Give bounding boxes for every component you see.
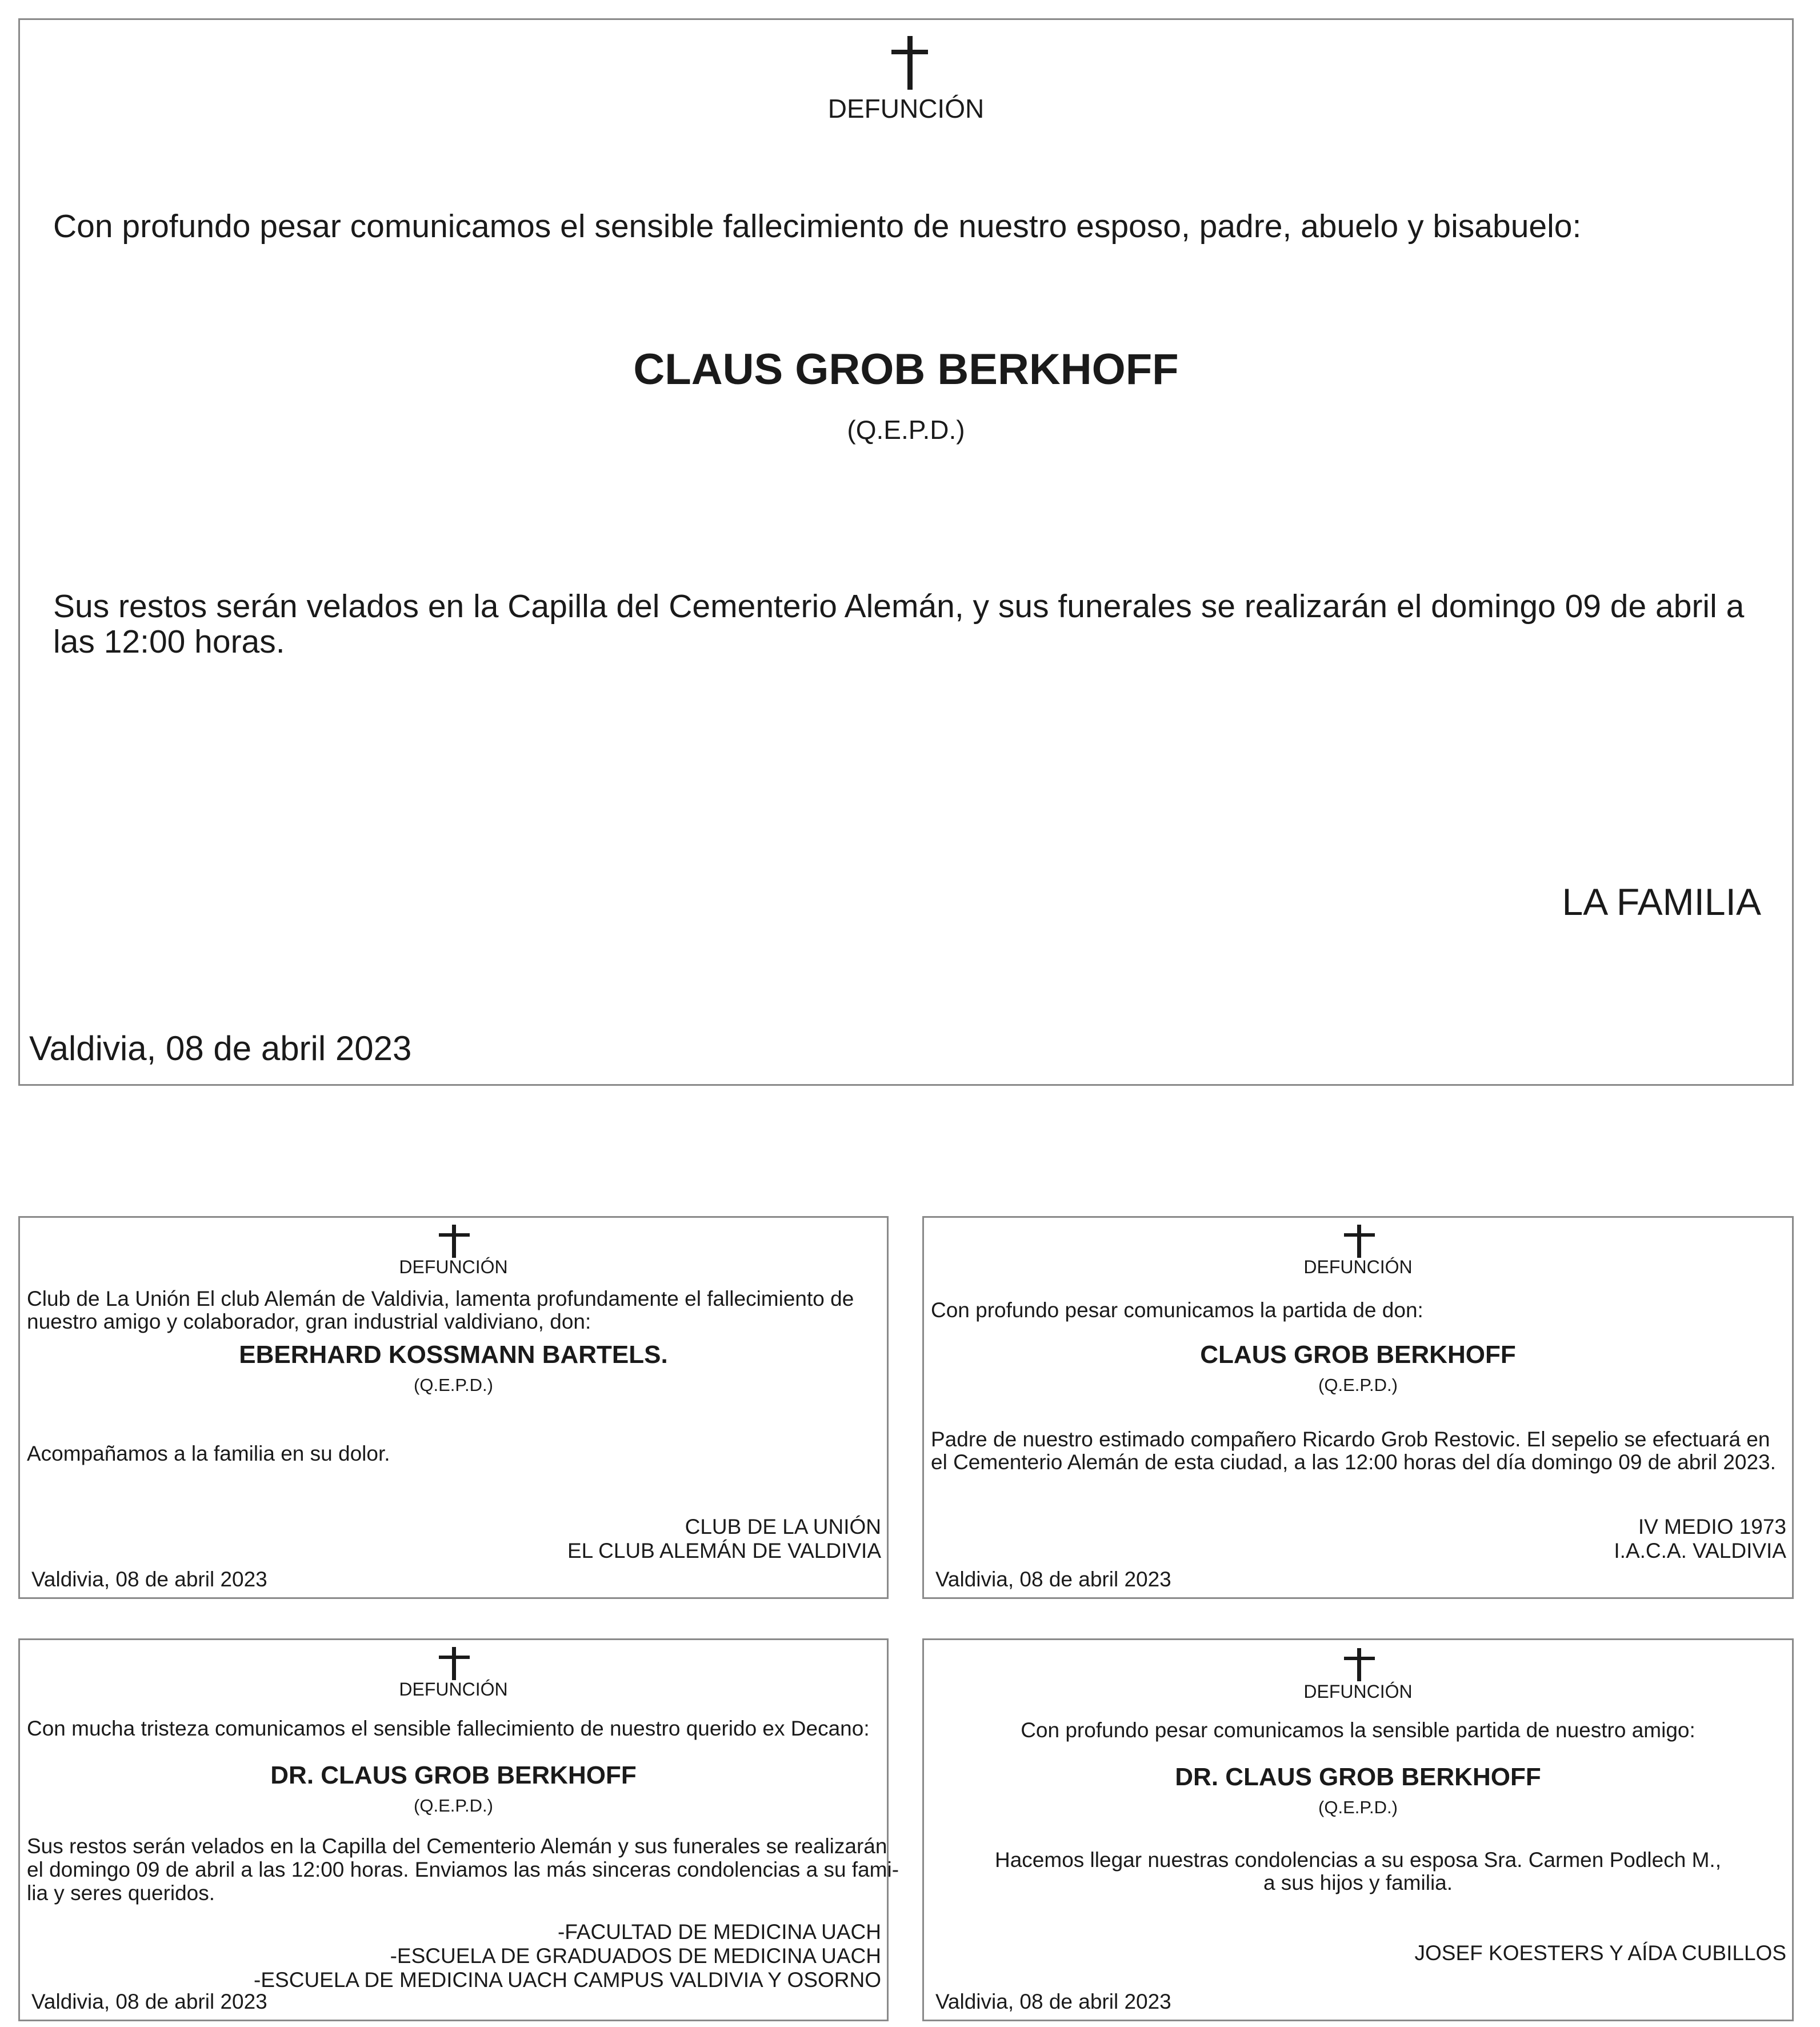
intro-line: Con profundo pesar comunicamos la partida de don: [931, 1298, 1423, 1322]
deceased-name: DR. CLAUS GROB BERKHOFF [270, 1761, 637, 1789]
notice-date: Valdivia, 08 de abril 2023 [31, 1990, 267, 2013]
qepd-label: (Q.E.P.D.) [414, 1375, 493, 1395]
notice-intro [27, 1717, 870, 1740]
notice-heading: DEFUNCIÓN [399, 1679, 508, 1700]
notice-heading: DEFUNCIÓN [399, 1257, 508, 1277]
cross-icon [891, 36, 928, 90]
notice-heading: DEFUNCIÓN [827, 94, 985, 123]
body-line: Sus restos serán velados en la Capilla del Cementerio Alemán y sus funerales se realizarán [27, 1834, 887, 1858]
deceased-name: CLAUS GROB BERKHOFF [1200, 1341, 1516, 1369]
body-line: lia y seres queridos. [27, 1881, 215, 1905]
intro-line: Club de La Unión El club Alemán de Valdivia, lamenta profundamente el fallecimiento de [27, 1287, 854, 1310]
cross-icon [439, 1647, 470, 1680]
signature-line: CLUB DE LA UNIÓN [685, 1515, 881, 1538]
qepd-label: (Q.E.P.D.) [847, 415, 965, 445]
body-line: el domingo 09 de abril a las 12:00 horas. Enviamos las más sinceras condolencias a su fami- [27, 1858, 899, 1881]
notice-body [27, 1442, 390, 1465]
qepd-label: (Q.E.P.D.) [414, 1796, 493, 1816]
notice-heading: DEFUNCIÓN [1303, 1681, 1413, 1702]
death-notice-friends [922, 1638, 1794, 2021]
notice-intro: Con profundo pesar comunicamos el sensible fallecimiento de nuestro esposo, padre, abuelo y bisabuelo: [53, 208, 1582, 245]
death-notice-classmates [922, 1216, 1794, 1599]
notice-intro [924, 1719, 1792, 1742]
notice-date: Valdivia, 08 de abril 2023 [935, 1990, 1171, 2013]
signature-line: EL CLUB ALEMÁN DE VALDIVIA [567, 1539, 881, 1562]
cross-icon [439, 1225, 470, 1258]
notice-signature [1614, 1515, 1786, 1563]
body-line: Padre de nuestro estimado compañero Ricardo Grob Restovic. El sepelio se efectuará en [931, 1428, 1770, 1451]
deceased-name: DR. CLAUS GROB BERKHOFF [1175, 1763, 1541, 1791]
qepd-label: (Q.E.P.D.) [1318, 1797, 1398, 1817]
deceased-name: EBERHARD KOSSMANN BARTELS. [239, 1341, 668, 1369]
intro-line: Con mucha tristeza comunicamos el sensible fallecimiento de nuestro querido ex Decano: [27, 1717, 870, 1740]
body-line: Acompañamos a la familia en su dolor. [27, 1442, 390, 1465]
notice-signature: LA FAMILIA [1562, 881, 1761, 923]
intro-line: nuestro amigo y colaborador, gran industrial valdiviano, don: [27, 1310, 591, 1333]
body-line: el Cementerio Alemán de esta ciudad, a las 12:00 horas del día domingo 09 de abril 2023. [931, 1450, 1776, 1474]
deceased-name: CLAUS GROB BERKHOFF [633, 345, 1179, 394]
notice-signature [1415, 1941, 1786, 1965]
main-death-notice [18, 18, 1794, 1086]
notice-intro [27, 1288, 854, 1333]
signature-line: -FACULTAD DE MEDICINA UACH [557, 1920, 881, 1944]
signature-line: -ESCUELA DE GRADUADOS DE MEDICINA UACH [390, 1944, 881, 1968]
qepd-label: (Q.E.P.D.) [1318, 1375, 1398, 1395]
signature-line: -ESCUELA DE MEDICINA UACH CAMPUS VALDIVIA Y OSORNO [254, 1968, 881, 1992]
signature-line: IV MEDIO 1973 [1638, 1515, 1786, 1538]
death-notice-faculty [18, 1638, 899, 2021]
notice-body [924, 1849, 1792, 1894]
notice-date: Valdivia, 08 de abril 2023 [935, 1568, 1171, 1591]
notice-intro [931, 1299, 1423, 1322]
notice-signature [567, 1515, 881, 1563]
notice-body [931, 1428, 1776, 1474]
notice-body [27, 1834, 899, 1905]
intro-line: Con profundo pesar comunicamos la sensible partida de nuestro amigo: [1021, 1718, 1695, 1742]
notice-body: Sus restos serán velados en la Capilla del Cementerio Alemán, y sus funerales se realizarán el domingo 09 de abril a las 12:00 horas. [53, 588, 1745, 660]
body-line: a sus hijos y familia. [1263, 1871, 1453, 1894]
cross-icon [1344, 1225, 1375, 1258]
body-line: Hacemos llegar nuestras condolencias a su esposa Sra. Carmen Podlech M., [995, 1848, 1721, 1872]
notice-heading: DEFUNCIÓN [1303, 1257, 1413, 1277]
death-notice-club [18, 1216, 889, 1599]
notice-date: Valdivia, 08 de abril 2023 [31, 1568, 267, 1591]
signature-line: JOSEF KOESTERS Y AÍDA CUBILLOS [1414, 1941, 1786, 1965]
notice-date: Valdivia, 08 de abril 2023 [29, 1029, 412, 1068]
cross-icon [1344, 1648, 1375, 1681]
signature-line: I.A.C.A. VALDIVIA [1614, 1539, 1786, 1562]
notice-signature [254, 1920, 881, 1992]
